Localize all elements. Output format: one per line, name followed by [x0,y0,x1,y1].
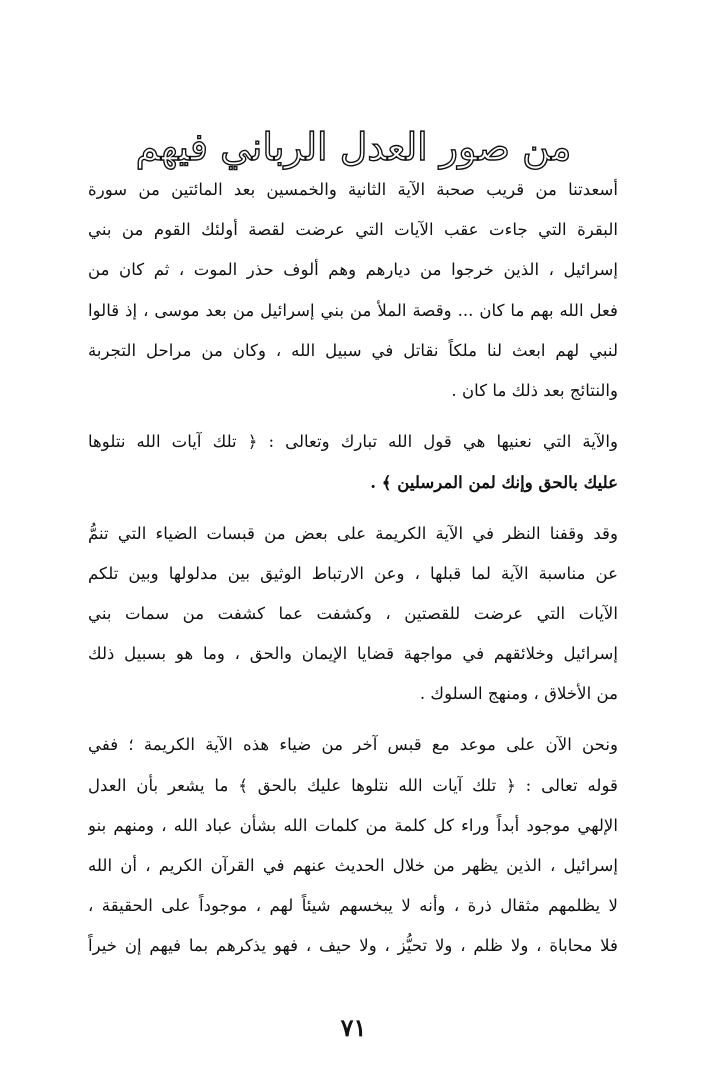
text-line: عن مناسبة الآية لما قبلها ، وعن الارتباط الوثيق بين مدلولها وبين تلكم [88,563,618,583]
paragraph-1 [88,170,618,411]
text-line: إسرائيل ، الذين يظهر من خلال الحديث عنهم في القرآن الكريم ، أن الله [88,856,618,875]
chapter-title: من صور العدل الرباني فيهم [135,125,572,170]
text-line: وقد وقفنا النظر في الآية الكريمة على بعض من قبسات الضياء التي تنمُّ [88,523,618,543]
body-text [88,170,618,967]
text-line: فلا محاباة ، ولا ظلم ، ولا تحيُّز ، ولا حيف ، فهو يذكرهم بما فيهم إن خيراً [88,936,618,956]
quran-quote-line: قوله تعالى : ﴿ تلك آيات الله نتلوها عليك بالحق ﴾ ما يشعر بأن العدل [88,775,618,795]
text-line: من الأخلاق ، ومنهج السلوك . [419,684,618,704]
text-line: والنتائج بعد ذلك ما كان . [451,380,618,400]
text-line: الإلهي موجود أبداً وراء كل كلمة من كلمات الله بشأن عباد الله ، ومنهم بنو [88,815,618,835]
text-line: لنبي لهم ابعث لنا ملكاً نقاتل في سبيل الله ، وكان من مراحل التجربة [88,340,618,360]
text-line: ونحن الآن على موعد مع قبس آخر من ضياء هذه الآية الكريمة ؛ ففي [88,735,618,755]
text-line: إسرائيل وخلائقهم في مواجهة قضايا الإيمان والحق ، وما هو بسبيل ذلك [88,644,618,664]
text-line: لا يظلمهم مثقال ذرة ، وأنه لا يبخسهم شيئاً لهم ، موجوداً على الحقيقة ، [88,896,618,916]
text-line: الآيات التي عرضت للقصتين ، وكشفت عما كشفت من سمات بني [88,603,618,623]
text-line: فعل الله بهم ما كان ... وقصة الملأ من بني إسرائيل من بعد موسى ، إذ قالوا [88,300,618,320]
paragraph-2 [88,422,618,502]
page-number: ٧١ [340,1013,367,1042]
quran-quote-line: عليك بالحق وإنك لمن المرسلين ﴾ . [370,472,618,493]
text-line: البقرة التي جاءت عقب الآيات التي عرضت لقصة أولئك القوم من بني [88,220,618,240]
quran-quote-line: والآية التي نعنيها هي قول الله تبارك وتعالى : ﴿ تلك آيات الله نتلوها [88,432,618,452]
paragraph-4 [88,725,618,966]
paragraph-3 [88,514,618,715]
text-line: أسعدتنا من قريب صحبة الآية الثانية والخمسين بعد المائتين من سورة [88,180,618,199]
text-line: إسرائيل ، الذين خرجوا من ديارهم وهم ألوف حذر الموت ، ثم كان من [88,260,618,280]
